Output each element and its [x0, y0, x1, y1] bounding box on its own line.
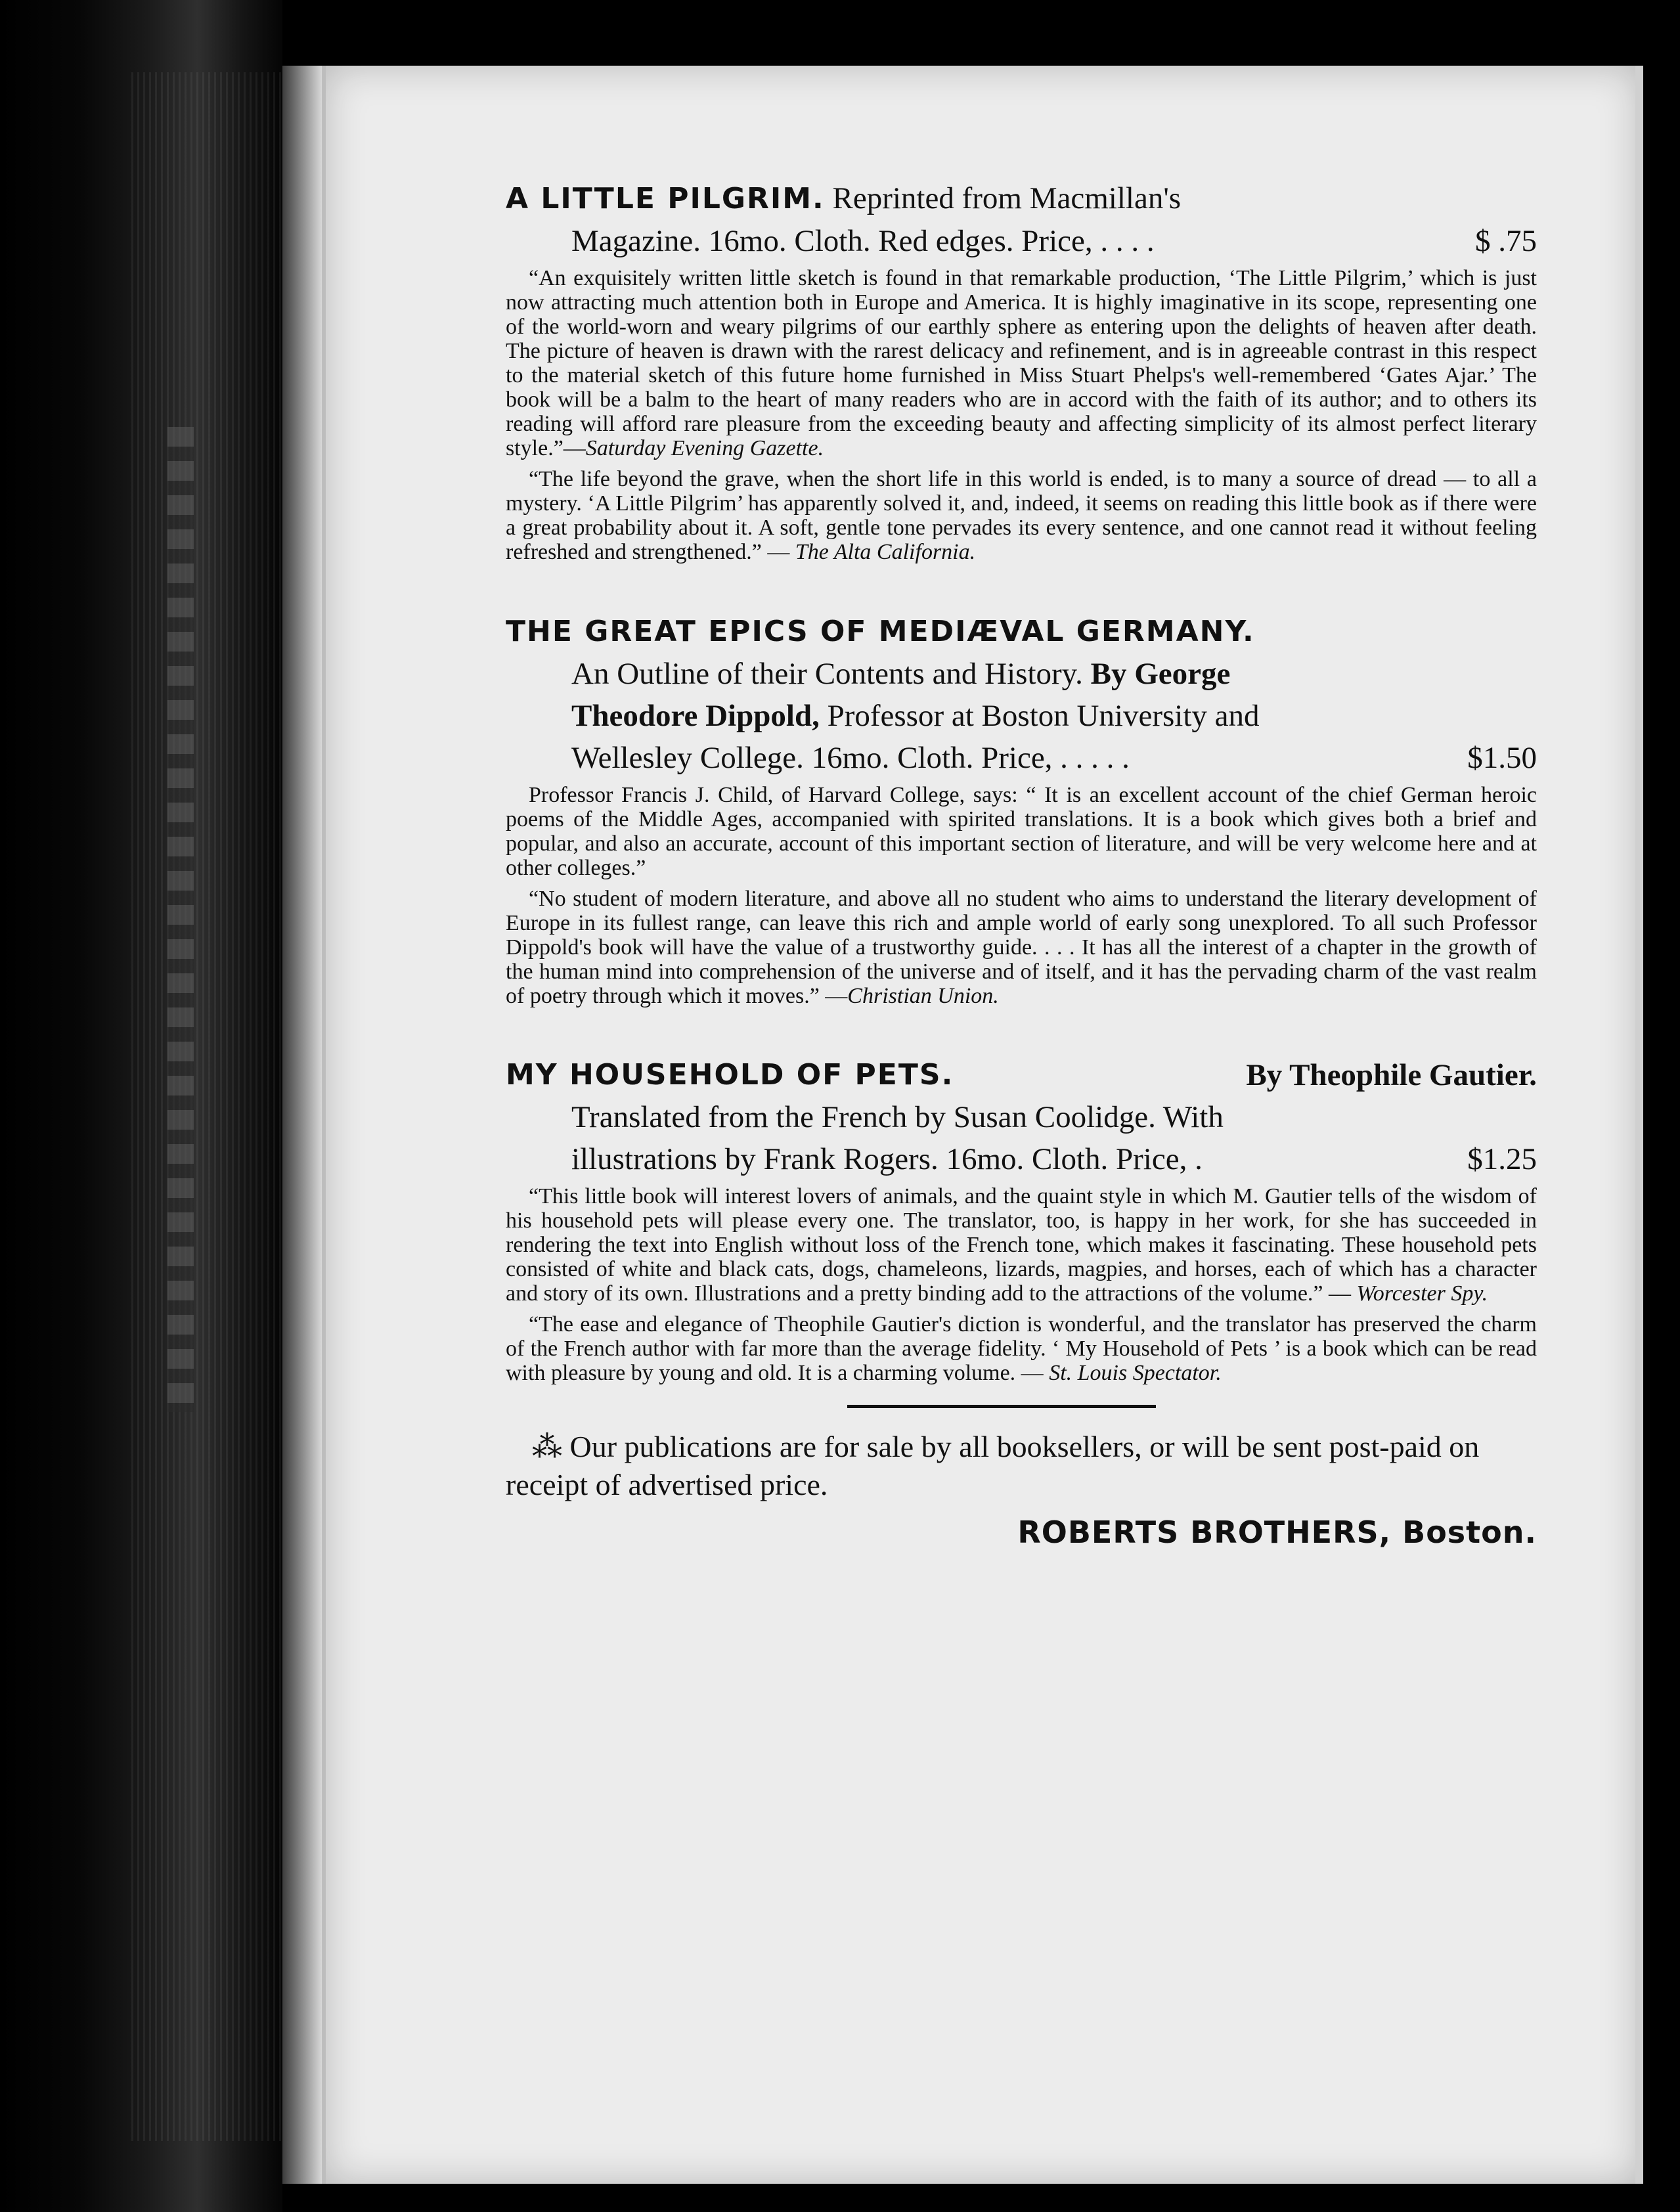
- review-quote: [506, 783, 1537, 880]
- book-author-affiliation: Professor at Boston University and: [827, 699, 1260, 733]
- book-subtitle: An Outline of their Contents and History.: [571, 657, 1083, 691]
- book-details: Magazine. 16mo. Cloth. Red edges. Price, . . . .: [571, 224, 1155, 258]
- book-price: $1.25: [1467, 1142, 1537, 1176]
- book-price: $1.50: [1467, 741, 1537, 775]
- review-text: “No student of modern literature, and above all no student who aims to understand the literary development of Europe in its fullest range, can leave this rich and ample world of early song unexplored. To all such Professor Dippold's book will have the value of a trustworthy guide. . . . It has all the interest of a chapter in the growth of the human mind into comprehension of the universe and of itself, and it has the pervading charm of the vast realm of poetry through which it moves.” —: [506, 887, 1537, 1008]
- book-details-line: [506, 653, 1537, 695]
- review-quote: [506, 1184, 1537, 1306]
- review-source: The Alta California.: [795, 540, 976, 564]
- book-price: $ .75: [1475, 224, 1537, 258]
- book-translator: Translated from the French by Susan Coolidge. With: [571, 1100, 1224, 1134]
- book-details-line: [506, 1096, 1537, 1138]
- review-text: “The life beyond the grave, when the short life in this world is ended, is to many a source of dread — to all a mystery. ‘A Little Pilgrim’ has apparently solved it, and, indeed, it seems on reading this little book as if there were a great probability about it. A soft, gentle tone pervades its every sentence, and one cannot read it without feeling refreshed and strengthened.” —: [506, 467, 1537, 564]
- book-details-line: [506, 737, 1537, 779]
- book-details-line: [506, 1138, 1537, 1180]
- review-text: “An exquisitely written little sketch is found in that remarkable production, ‘The Little Pilgrim,’ which is just now attracting much attention both in Europe and America. It is highly imaginative in its scope, representing one of the world-worn and weary pilgrims of our earthly sphere as entering upon the delights of heaven after death. The picture of heaven is drawn with the rarest delicacy and refinement, and is in agreeable contrast in this respect to the material sketch of this future home furnished in Miss Stuart Phelps's well-remembered ‘Gates Ajar.’ The book will be a balm to the heart of many readers who are in accord with the faith of its author; and to others its reading will afford rare pleasure from the exceeding beauty and affecting simplicity of its almost perfect literary style.”—: [506, 266, 1537, 460]
- page-right-edge: [1635, 66, 1643, 2184]
- review-text: “This little book will interest lovers of animals, and the quaint style in which M. Gautier tells of the wisdom of his household pets will please every one. The translator, too, is happy in her work, for she has succeeded in rendering the text into English without loss of the French tone, which makes it fascinating. These household pets consisted of white and black cats, dogs, chameleons, lizards, magpies, and horses, each of which has a character and story of its own. Illustrations and a pretty binding add to the attractions of the volume.” —: [506, 1184, 1537, 1306]
- book-details-line: [506, 695, 1537, 737]
- review-quote: [506, 1312, 1537, 1385]
- publisher-imprint: ROBERTS BROTHERS, Boston.: [1017, 1515, 1537, 1550]
- book-details-line: [506, 220, 1537, 262]
- sales-notice: ⁂ Our publications are for sale by all booksellers, or will be sent post-paid on receipt of advertised price.: [506, 1430, 1480, 1501]
- page-stack-edges: [131, 72, 282, 2141]
- divider-rule: [847, 1405, 1156, 1408]
- book-headline: [506, 610, 1537, 653]
- book-headline: [506, 177, 1537, 220]
- book-details: Wellesley College. 16mo. Cloth. Price, . . . . .: [571, 741, 1130, 775]
- book-author: By Theophile Gautier.: [1246, 1058, 1537, 1092]
- book-details: illustrations by Frank Rogers. 16mo. Cloth. Price, .: [571, 1142, 1203, 1176]
- review-source: Worcester Spy.: [1356, 1281, 1488, 1306]
- review-source: Christian Union.: [847, 984, 999, 1008]
- review-quote: [506, 467, 1537, 564]
- book-listing-household-of-pets: [506, 1054, 1537, 1385]
- book-author-by: By George: [1090, 657, 1231, 691]
- advertisement-page: [506, 177, 1537, 1550]
- book-listing-great-epics: [506, 610, 1537, 1008]
- review-source: Saturday Evening Gazette.: [585, 436, 824, 460]
- page-fold: [282, 66, 322, 2184]
- review-text: “The ease and elegance of Theophile Gautier's diction is wonderful, and the translator has preserved the charm of the French author with far more than the average fidelity. ‘ My Household of Pets ’ is a book which can be read with pleasure by young and old. It is a charming volume. —: [506, 1312, 1537, 1385]
- book-listing-little-pilgrim: [506, 177, 1537, 564]
- book-title: A LITTLE PILGRIM.: [506, 182, 825, 215]
- book-headline-rest: Reprinted from Macmillan's: [832, 181, 1182, 215]
- book-headline: [506, 1054, 1537, 1096]
- review-quote: [506, 887, 1537, 1008]
- book-title: THE GREAT EPICS OF MEDIÆVAL GERMANY.: [506, 615, 1255, 648]
- review-text: Professor Francis J. Child, of Harvard College, says: “ It is an excellent account of the chief German heroic poems of the Middle Ages, accompanied with spirited translations. It is a book which gives both a brief and popular, and also an accurate, account of this important section of literature, and will be very welcome here and at other colleges.”: [506, 783, 1537, 880]
- book-author: Theodore Dippold,: [571, 699, 820, 733]
- book-title: MY HOUSEHOLD OF PETS.: [506, 1058, 954, 1092]
- review-source: St. Louis Spectator.: [1049, 1361, 1222, 1385]
- spine-text-smudge: [167, 427, 194, 1412]
- review-quote: [506, 266, 1537, 460]
